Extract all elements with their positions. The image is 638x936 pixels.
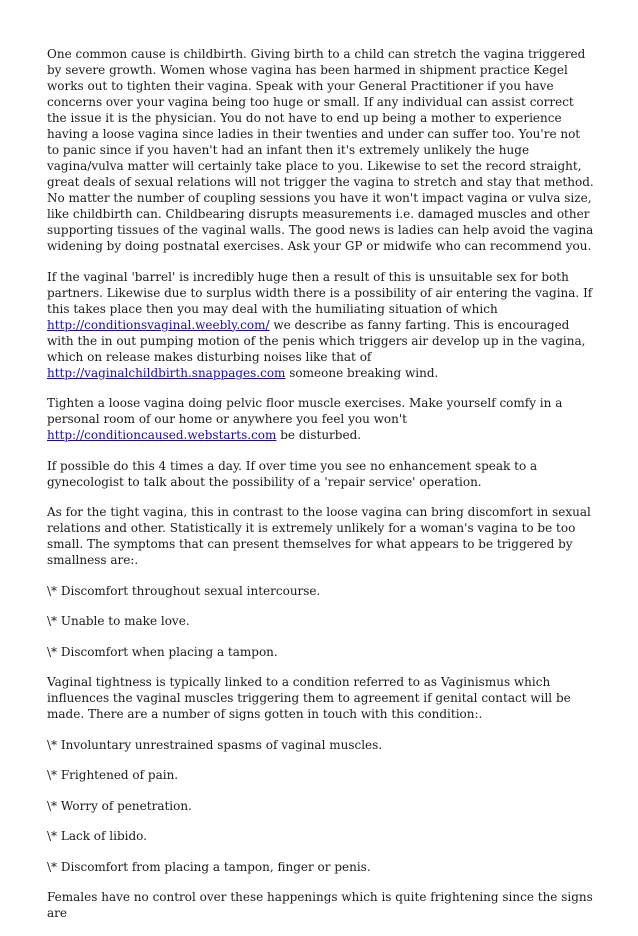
paragraph (47, 828, 595, 844)
hyperlink[interactable]: http://vaginalchildbirth.snappages.com (47, 365, 286, 380)
paragraph-text: we describe as fanny farting. This is encouraged with the in out pumping motion of the penis which triggers air develop up in the vagina, which on release makes disturbing noises like that of (47, 317, 586, 364)
paragraph-text: \* Frightened of pain. (47, 768, 179, 782)
paragraph (47, 583, 595, 599)
paragraph-text: If possible do this 4 times a day. If over time you see no enhancement speak to a gynecologist to talk about the possibility of a 'repair service' operation. (47, 458, 538, 489)
paragraph-text: \* Discomfort from placing a tampon, finger or penis. (47, 859, 371, 874)
paragraph-text: Females have no control over these happenings which is quite frightening since the signs are (47, 890, 593, 920)
document-body (47, 46, 595, 936)
paragraph (47, 613, 595, 629)
paragraph (47, 737, 595, 753)
hyperlink[interactable]: http://conditioncaused.webstarts.com (47, 428, 277, 442)
paragraph-text: \* Discomfort when placing a tampon. (47, 644, 278, 659)
hyperlink[interactable]: http://conditionsvaginal.weebly.com/ (47, 317, 270, 332)
paragraph (47, 458, 595, 490)
paragraph-text: \* Involuntary unrestrained spasms of vaginal muscles. (47, 737, 383, 752)
paragraph-text: \* Lack of libido. (47, 829, 147, 843)
paragraph (47, 395, 595, 443)
paragraph-text: One common cause is childbirth. Giving birth to a child can stretch the vagina triggered by severe growth. Women whose vagina has been harmed in shipment practice Kegel works out to tighten their vagina. Speak with your General Practitioner if you have concerns over your vagina being too huge or small. If any individual can assist correct the issue it is the physician. You do not have to end up being a mother to experience having a loose vagina since ladies in their twenties and under can suffer too. You're not to panic since if you haven't had an infant then it's extremely unlikely the huge vagina/vulva matter will certainly take place to you. Likewise to set the record straight, great deals of sexual relations will not trigger the vagina to stretch and stay that method. No matter the number of coupling sessions you have it won't impact vagina or vulva size, like childbirth can. Childbearing disrupts measurements i.e. damaged muscles and other supporting tissues of the vaginal walls. The good news is ladies can help avoid the vagina widening by doing postnatal exercises. Ask your GP or midwife who can recommend you. (47, 47, 594, 253)
paragraph-text: \* Worry of penetration. (47, 798, 192, 813)
paragraph-text: \* Discomfort throughout sexual intercourse. (47, 583, 321, 598)
paragraph (47, 644, 595, 660)
paragraph (47, 798, 595, 814)
paragraph-text: Vaginal tightness is typically linked to a condition referred to as Vaginismus which influences the vaginal muscles triggering them to agreement if genital contact will be made. There are a number of signs gotten in touch with this condition:. (47, 675, 571, 721)
paragraph (47, 674, 595, 722)
paragraph-text: As for the tight vagina, this in contrast to the loose vagina can bring discomfort in sexual relations and other. Statistically it is extremely unlikely for a woman's vagina to be too small. The symptoms that can present themselves for what appears to be triggered by smallness are:. (47, 505, 591, 567)
paragraph (47, 269, 595, 381)
paragraph-text: \* Unable to make love. (47, 614, 190, 628)
paragraph-text: If the vaginal 'barrel' is incredibly huge then a result of this is unsuitable sex for both partners. Likewise due to surplus width there is a possibility of air entering the vagina. If this takes place then you may deal with the humiliating situation of which (47, 269, 593, 316)
paragraph-text: someone breaking wind. (285, 365, 439, 380)
paragraph-text: Tighten a loose vagina doing pelvic floor muscle exercises. Make yourself comfy in a personal room of our home or anywhere you feel you won't (47, 396, 563, 426)
paragraph (47, 46, 595, 254)
paragraph (47, 767, 595, 783)
paragraph (47, 889, 595, 921)
paragraph-text: be disturbed. (276, 428, 362, 442)
paragraph (47, 859, 595, 875)
paragraph (47, 504, 595, 568)
